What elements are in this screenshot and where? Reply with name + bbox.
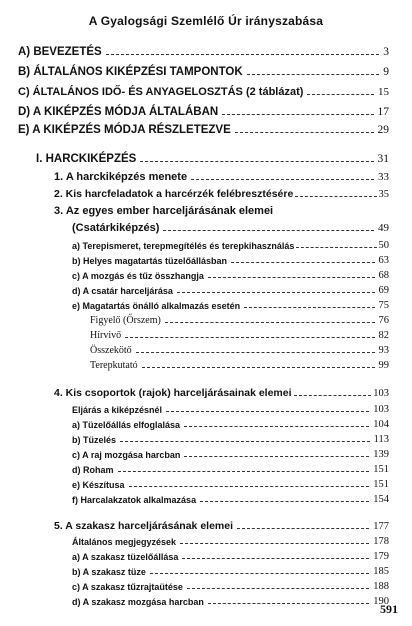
toc-page: 104 bbox=[373, 419, 389, 430]
toc-subsection bbox=[72, 252, 389, 266]
toc-section bbox=[54, 518, 389, 532]
toc-page: 76 bbox=[378, 315, 389, 326]
toc-page: 103 bbox=[373, 388, 389, 399]
toc-section bbox=[54, 385, 389, 399]
toc-chapter bbox=[36, 151, 389, 165]
toc-subsection bbox=[72, 282, 389, 296]
toc-subsection bbox=[72, 476, 389, 490]
toc-page: 179 bbox=[373, 551, 389, 562]
dot-leader bbox=[184, 426, 369, 427]
toc-page: 185 bbox=[373, 566, 389, 577]
toc-subsection bbox=[72, 461, 389, 475]
dot-leader bbox=[191, 179, 374, 180]
toc-label: (Csatárkiképzés) bbox=[72, 222, 160, 234]
toc-subsection bbox=[72, 267, 389, 281]
dot-leader bbox=[294, 395, 372, 396]
toc-section-cont bbox=[72, 220, 389, 234]
toc-label: f) Harcalakzatok alkalmazása bbox=[72, 495, 197, 505]
dot-leader bbox=[235, 132, 374, 133]
dot-leader bbox=[140, 161, 373, 162]
toc-entry bbox=[18, 122, 389, 136]
dot-leader bbox=[150, 573, 369, 574]
toc-label: A) BEVEZETÉS bbox=[18, 46, 102, 58]
toc-label: a) Terepismeret, terepmegítélés és terepkihasználás bbox=[72, 241, 295, 251]
dot-leader bbox=[136, 352, 375, 353]
toc-label: 2. Kis harcfeladatok a harcérzék felébresztésére bbox=[54, 188, 294, 200]
toc-page: 17 bbox=[377, 106, 389, 118]
toc-page: 190 bbox=[373, 596, 389, 607]
toc-page: 99 bbox=[378, 360, 389, 371]
dot-leader bbox=[177, 292, 375, 293]
toc-label: d) A csatár harceljárása bbox=[72, 286, 173, 296]
toc-page: 82 bbox=[378, 330, 389, 341]
toc-subsection bbox=[72, 533, 389, 547]
dot-leader bbox=[142, 367, 375, 368]
toc-label: Általános megjegyzések bbox=[72, 537, 177, 547]
toc-page: 63 bbox=[378, 255, 389, 266]
toc-page: 49 bbox=[378, 222, 389, 234]
toc-page: 151 bbox=[373, 479, 389, 490]
toc-page: 15 bbox=[378, 86, 389, 98]
toc-section bbox=[54, 203, 389, 217]
toc-label: d) Roham bbox=[72, 465, 114, 475]
toc-page: 154 bbox=[373, 494, 389, 505]
toc-label: B) ÁLTALÁNOS KIKÉPZÉSI TAMPONTOK bbox=[18, 66, 243, 78]
toc-label: 5. A szakasz harceljárásának elemei bbox=[54, 520, 234, 532]
toc-section bbox=[54, 169, 389, 183]
toc-entry bbox=[18, 84, 389, 98]
toc-page: 151 bbox=[373, 464, 389, 475]
toc-label: e) Készítusa bbox=[72, 480, 125, 490]
toc-page: 188 bbox=[373, 581, 389, 592]
page-number: 591 bbox=[380, 602, 398, 616]
toc-label: Hírvivő bbox=[90, 330, 122, 341]
dot-leader bbox=[244, 307, 374, 308]
toc-page: 68 bbox=[378, 270, 389, 281]
dot-leader bbox=[247, 74, 380, 75]
toc-page: 178 bbox=[373, 536, 389, 547]
toc-label: c) A mozgás és tűz összhangja bbox=[72, 271, 204, 281]
dot-leader bbox=[307, 94, 374, 95]
dot-leader bbox=[200, 501, 369, 502]
toc-label: e) Magatartás önálló alkalmazás esetén bbox=[72, 301, 241, 311]
toc-label: 3. Az egyes ember harceljárásának elemei bbox=[54, 205, 274, 217]
toc-item bbox=[90, 312, 389, 326]
toc-subsection bbox=[72, 401, 389, 415]
toc-label: 4. Kis csoportok (rajok) harceljárásainak elemei bbox=[54, 387, 292, 399]
toc-page: 9 bbox=[383, 66, 389, 78]
dot-leader bbox=[180, 543, 369, 544]
dot-leader bbox=[208, 603, 369, 604]
toc-label: b) Tüzelés bbox=[72, 435, 117, 445]
toc-label: a) A szakasz tüzelőállása bbox=[72, 552, 179, 562]
toc-page: 35 bbox=[378, 189, 389, 200]
toc-page: 29 bbox=[377, 124, 389, 136]
dot-leader bbox=[166, 411, 369, 412]
toc-label: Figyelő (Őrszem) bbox=[90, 315, 161, 326]
toc-page: 69 bbox=[378, 285, 389, 296]
toc-label: d) A szakasz mozgása harcban bbox=[72, 597, 204, 607]
toc-subsection bbox=[72, 593, 389, 607]
toc-label: I. HARCKIKÉPZÉS bbox=[36, 153, 137, 165]
toc-label: a) Tüzelőállás elfoglalása bbox=[72, 420, 181, 430]
page-title: A Gyalogsági Szemlélő Úr irányszabása bbox=[88, 14, 324, 28]
dot-leader bbox=[231, 262, 374, 263]
dot-leader bbox=[125, 337, 374, 338]
toc-entry bbox=[18, 64, 389, 78]
toc-page: 50 bbox=[378, 240, 389, 251]
dot-leader bbox=[222, 114, 373, 115]
dot-leader bbox=[187, 588, 369, 589]
toc-page: 33 bbox=[378, 171, 389, 183]
dot-leader bbox=[182, 558, 369, 559]
toc-section bbox=[54, 186, 389, 200]
dot-leader bbox=[129, 486, 370, 487]
toc-page: 177 bbox=[373, 521, 389, 532]
dot-leader bbox=[163, 230, 374, 231]
toc-subsection bbox=[72, 431, 389, 445]
toc-label: b) Helyes magatartás tüzelőállásban bbox=[72, 256, 228, 266]
toc-subsection bbox=[72, 578, 389, 592]
dot-leader bbox=[165, 322, 375, 323]
toc-page: 113 bbox=[373, 434, 389, 445]
toc-label: b) A szakasz tüze bbox=[72, 567, 146, 577]
toc-page: 31 bbox=[377, 153, 389, 165]
toc-page: 139 bbox=[373, 449, 389, 460]
toc-label: Összekötő bbox=[90, 345, 132, 356]
toc-page: 75 bbox=[378, 300, 389, 311]
dot-leader bbox=[208, 277, 375, 278]
toc-subsection bbox=[72, 416, 389, 430]
toc-label: 1. A harckiképzés menete bbox=[54, 171, 188, 183]
toc-label: c) A raj mozgása harcban bbox=[72, 450, 181, 460]
dot-leader bbox=[120, 441, 370, 442]
dot-leader bbox=[118, 471, 370, 472]
toc-label: E) A KIKÉPZÉS MÓDJA RÉSZLETEZVE bbox=[18, 124, 231, 136]
toc-label: Terepkutató bbox=[90, 360, 138, 371]
dot-leader bbox=[106, 54, 380, 55]
toc-label: C) ÁLTALÁNOS IDŐ- ÉS ANYAGELOSZTÁS (2 táblázat) bbox=[18, 86, 304, 98]
toc-subsection bbox=[72, 548, 389, 562]
dot-leader bbox=[237, 528, 369, 529]
toc-entry bbox=[18, 104, 389, 118]
toc-item bbox=[90, 342, 389, 356]
toc-label: c) A szakasz tűzrajtaütése bbox=[72, 582, 183, 592]
dot-leader bbox=[296, 247, 376, 248]
toc-label: Eljárás a kiképzésnél bbox=[72, 405, 163, 415]
toc-page: 3 bbox=[383, 46, 389, 58]
toc-item bbox=[90, 327, 389, 341]
toc-subsection bbox=[72, 297, 389, 311]
toc-label: D) A KIKÉPZÉS MÓDJA ÁLTALÁBAN bbox=[18, 106, 219, 118]
toc-subsection bbox=[72, 237, 389, 251]
dot-leader bbox=[184, 456, 369, 457]
toc-subsection bbox=[72, 563, 389, 577]
toc-page: 93 bbox=[378, 345, 389, 356]
toc-subsection bbox=[72, 491, 389, 505]
toc-item bbox=[90, 357, 389, 371]
toc-page: 103 bbox=[373, 404, 389, 415]
toc-entry bbox=[18, 44, 389, 58]
dot-leader bbox=[295, 196, 376, 197]
toc-subsection bbox=[72, 446, 389, 460]
